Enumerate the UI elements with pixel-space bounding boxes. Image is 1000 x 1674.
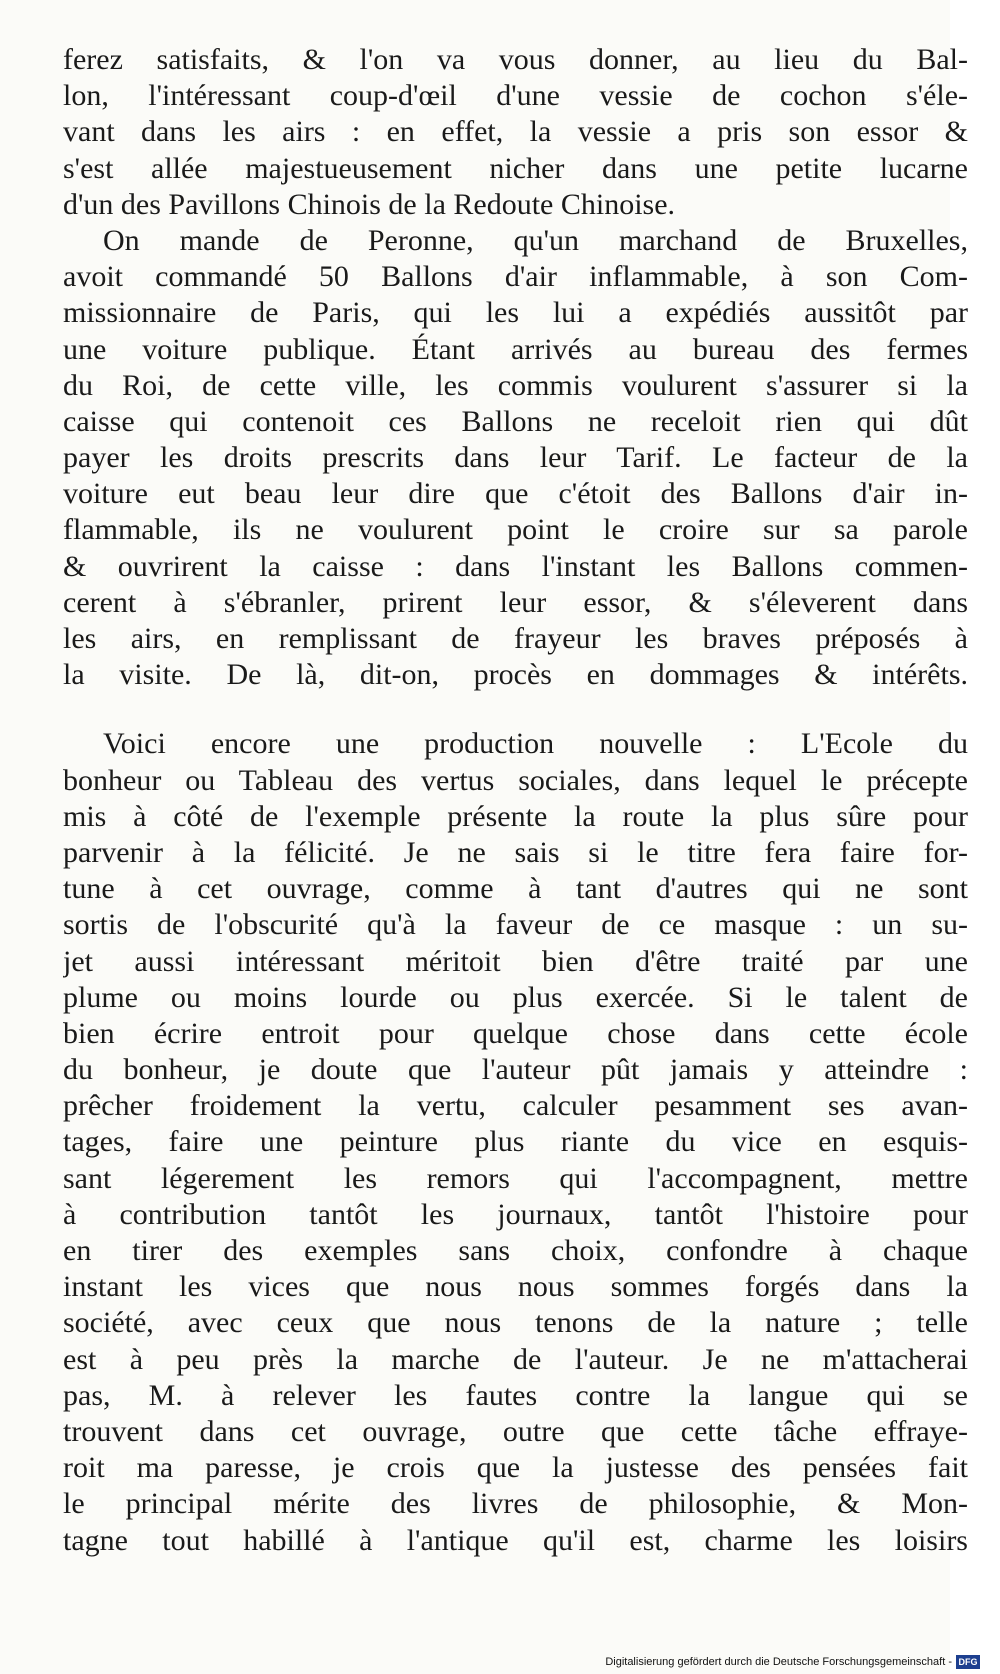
text-line: en tirer des exemples sans choix, confondre à chaque — [63, 1234, 968, 1267]
text-line: mis à côté de l'exemple présente la route la plus sûre pour — [63, 799, 968, 833]
text-line: missionnaire de Paris, qui les lui a expédiés aussitôt par — [63, 296, 968, 330]
text-line: du bonheur, je doute que l'auteur pût jamais y atteindre : — [63, 1053, 968, 1087]
text-line: caisse qui contenoit ces Ballons ne receloit rien qui dût — [63, 404, 968, 438]
text-line: le principal mérite des livres de philosophie, & Mon- — [63, 1487, 968, 1521]
text-line: & ouvrirent la caisse : dans l'instant les Ballons commen- — [63, 549, 968, 583]
paragraph-2 — [63, 223, 968, 693]
text-line: tune à cet ouvrage, comme à tant d'autres qui ne sont — [63, 872, 968, 906]
text-line: On mande de Peronne, qu'un marchand de Bruxelles, — [103, 223, 968, 257]
text-line: du Roi, de cette ville, les commis voulurent s'assurer si la — [63, 368, 968, 402]
text-line: ferez satisfaits, & l'on va vous donner, au lieu du Bal- — [63, 43, 968, 76]
text-line: payer les droits prescrits dans leur Tarif. Le facteur de la — [63, 441, 968, 475]
page-text — [63, 42, 968, 1559]
footer-credit: Digitalisierung gefördert durch die Deutsche Forschungsgemeinschaft - — [605, 1656, 952, 1668]
dfg-logo-icon: DFG — [956, 1655, 980, 1669]
text-line: s'est allée majestueusement nicher dans une petite lucarne — [63, 151, 968, 185]
text-line: voiture eut beau leur dire que c'étoit des Ballons d'air in- — [63, 477, 968, 511]
text-line: est à peu près la marche de l'auteur. Je ne m'attacherai — [63, 1342, 968, 1376]
text-line: prêcher froidement la vertu, calculer pesamment ses avan- — [63, 1089, 968, 1123]
text-line: avoit commandé 50 Ballons d'air inflammable, à son Com- — [63, 260, 968, 294]
text-line: Voici encore une production nouvelle : L'Ecole du — [103, 727, 968, 761]
text-line: une voiture publique. Étant arrivés au bureau des fermes — [63, 332, 968, 366]
text-line: lon, l'intéressant coup-d'œil d'une vessie de cochon s'éle- — [63, 79, 968, 113]
text-line: tages, faire une peinture plus riante du vice en esquis- — [63, 1125, 968, 1159]
text-line: plume ou moins lourde ou plus exercée. Si le talent de — [63, 980, 968, 1014]
text-line: roit ma paresse, je crois que la justesse des pensées fait — [63, 1451, 968, 1485]
text-line: bien écrire entroit pour quelque chose dans cette école — [63, 1016, 968, 1050]
text-line: les airs, en remplissant de frayeur les braves préposés à — [63, 622, 968, 655]
text-line: à contribution tantôt les journaux, tantôt l'histoire pour — [63, 1197, 968, 1231]
text-line: sant légerement les remors qui l'accompagnent, mettre — [63, 1161, 968, 1195]
paragraph-gap — [63, 693, 968, 726]
text-line: jet aussi intéressant méritoit bien d'être traité par une — [63, 944, 968, 978]
text-line: flammable, ils ne voulurent point le croire sur sa parole — [63, 513, 968, 547]
digitization-footer — [0, 1654, 1000, 1674]
text-line: bonheur ou Tableau des vertus sociales, dans lequel le précepte — [63, 763, 968, 797]
text-line: vant dans les airs : en effet, la vessie a pris son essor & — [63, 115, 968, 149]
text-line: sortis de l'obscurité qu'à la faveur de ce masque : un su- — [63, 908, 968, 942]
text-line: parvenir à la félicité. Je ne sais si le titre fera faire for- — [63, 835, 968, 869]
paragraph-3 — [63, 726, 968, 1558]
text-line: la visite. De là, dit-on, procès en dommages & intérêts. — [63, 658, 968, 692]
text-line: instant les vices que nous nous sommes forgés dans la — [63, 1270, 968, 1304]
paragraph-1 — [63, 42, 968, 223]
text-line: société, avec ceux que nous tenons de la nature ; telle — [63, 1306, 968, 1340]
text-line: trouvent dans cet ouvrage, outre que cette tâche effraye- — [63, 1414, 968, 1448]
text-line: d'un des Pavillons Chinois de la Redoute Chinoise. — [63, 187, 676, 221]
text-line: tagne tout habillé à l'antique qu'il est, charme les loisirs — [63, 1523, 968, 1557]
text-line: pas, M. à relever les fautes contre la langue qui se — [63, 1378, 968, 1412]
text-line: cerent à s'ébranler, prirent leur essor, & s'éleverent dans — [63, 585, 968, 619]
